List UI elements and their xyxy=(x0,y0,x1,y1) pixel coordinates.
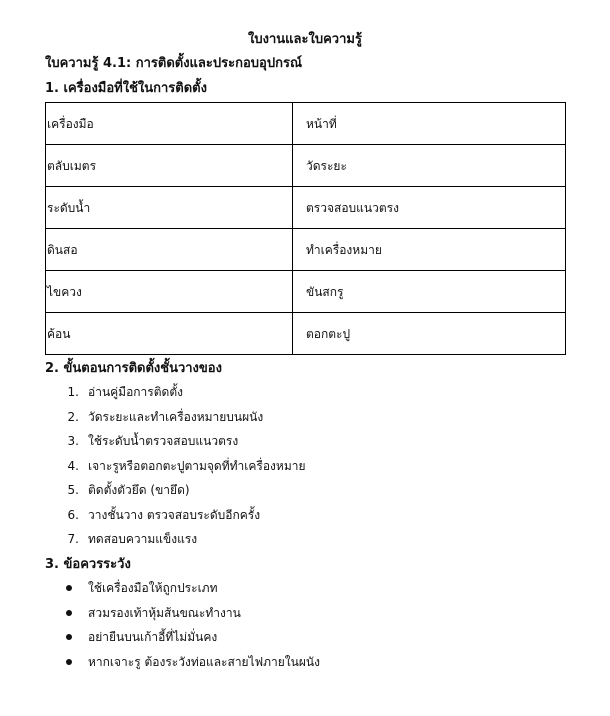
step-number: 5. xyxy=(67,483,79,497)
table-cell-function: ตอกตะปู xyxy=(293,313,566,355)
table-cell-tool: ดินสอ xyxy=(46,229,293,271)
sheet-title: ใบความรู้ 4.1: การติดตั้งและประกอบอุปกรณ์ xyxy=(45,56,303,71)
caution-text: สวมรองเท้าหุ้มส้นขณะทำงาน xyxy=(88,605,241,620)
bullet-icon xyxy=(66,585,72,591)
section-heading-tools: 1. เครื่องมือที่ใช้ในการติดตั้ง xyxy=(45,81,207,96)
step-number: 1. xyxy=(67,385,79,399)
document-title: ใบงานและใบความรู้ xyxy=(248,32,362,47)
table-cell-function: ขันสกรู xyxy=(293,271,566,313)
section-heading-cautions: 3. ข้อควรระวัง xyxy=(45,557,131,572)
step-text: ติดตั้งตัวยึด (ขายึด) xyxy=(88,483,190,497)
step-number: 2. xyxy=(67,409,79,424)
table-row xyxy=(46,271,566,313)
step-text: อ่านคู่มือการติดตั้ง xyxy=(88,385,183,399)
table-cell-tool: ไขควง xyxy=(46,271,293,313)
table-cell-function: ตรวจสอบแนวตรง xyxy=(293,187,566,229)
table-cell-tool: ระดับน้ำ xyxy=(46,187,293,229)
table-row xyxy=(46,313,566,355)
caution-text: อย่ายืนบนเก้าอี้ที่ไม่มั่นคง xyxy=(88,630,218,644)
table-header-row xyxy=(46,103,566,145)
step-number: 7. xyxy=(67,532,79,546)
step-text: วางชั้นวาง ตรวจสอบระดับอีกครั้ง xyxy=(88,507,261,522)
tools-table xyxy=(45,102,566,355)
step-number: 6. xyxy=(67,507,79,522)
section-heading-steps: 2. ขั้นตอนการติดตั้งชั้นวางของ xyxy=(45,361,222,376)
table-row xyxy=(46,229,566,271)
table-cell-tool: ค้อน xyxy=(46,313,293,355)
table-cell-function: ทำเครื่องหมาย xyxy=(293,229,566,271)
table-header-cell: หน้าที่ xyxy=(293,103,566,145)
step-text: เจาะรูหรือตอกตะปูตามจุดที่ทำเครื่องหมาย xyxy=(88,458,306,473)
step-number: 4. xyxy=(67,458,79,473)
caution-text: ใช้เครื่องมือให้ถูกประเภท xyxy=(88,581,218,595)
step-text: ทดสอบความแข็งแรง xyxy=(88,532,198,546)
table-row xyxy=(46,187,566,229)
bullet-icon xyxy=(66,659,72,665)
table-cell-function: วัดระยะ xyxy=(293,145,566,187)
step-text: ใช้ระดับน้ำตรวจสอบแนวตรง xyxy=(88,434,239,448)
step-number: 3. xyxy=(67,434,79,448)
table-cell-tool: ตลับเมตร xyxy=(46,145,293,187)
caution-text: หากเจาะรู ต้องระวังท่อและสายไฟภายในผนัง xyxy=(88,654,320,669)
table-row xyxy=(46,145,566,187)
bullet-icon xyxy=(66,610,72,616)
step-text: วัดระยะและทำเครื่องหมายบนผนัง xyxy=(88,409,264,424)
bullet-icon xyxy=(66,634,72,640)
table-header-cell: เครื่องมือ xyxy=(46,103,293,145)
